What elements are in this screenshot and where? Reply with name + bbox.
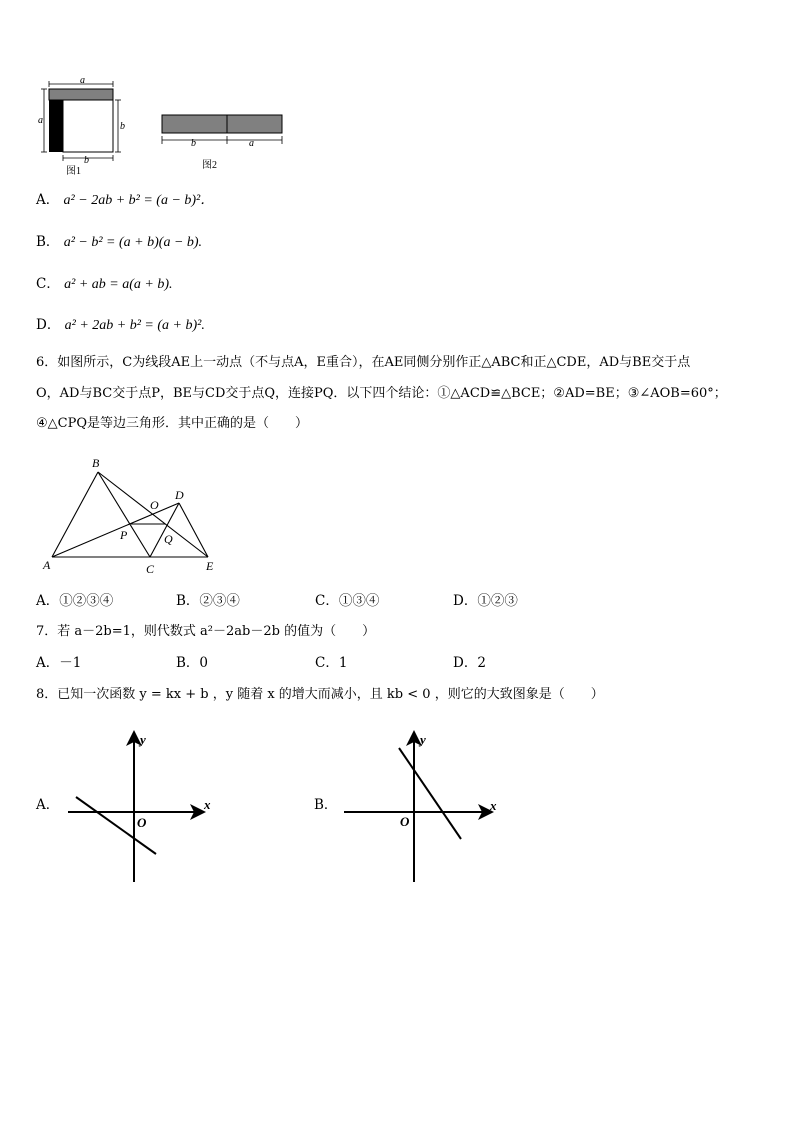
option-letter: C． [36, 276, 60, 292]
q6-option-c[interactable] [315, 591, 379, 611]
q5-option-c[interactable] [36, 274, 173, 295]
option-letter: A． [36, 593, 60, 609]
figure-2-label-a: a [249, 138, 254, 149]
option-letter: D． [36, 317, 61, 333]
figure-1-bottom-label: b [84, 155, 89, 166]
option-letter: B． [176, 593, 200, 609]
q5-option-b[interactable] [36, 232, 202, 253]
point-a-label: A [43, 558, 51, 572]
segment-de [179, 503, 208, 557]
figure-1-left-label: a [38, 115, 43, 126]
option-text: 2 [477, 655, 486, 671]
q6-option-d[interactable] [453, 591, 518, 611]
q7-option-c[interactable] [315, 653, 347, 673]
option-letter: B． [36, 234, 60, 250]
x-axis-label: x [204, 797, 211, 812]
option-text: ①②③④ [59, 593, 114, 609]
q7-option-d[interactable] [453, 653, 486, 673]
point-q-label: Q [164, 532, 173, 546]
x-axis-label: x [490, 798, 497, 813]
figure-2-caption: 图2 [202, 160, 217, 171]
q6-stem-line-1: 6．如图所示，C为线段AE上一动点（不与点A，E重合），在AE同侧分别作正△ABC和正△CDE，AD与BE交于点 [36, 355, 691, 370]
figure-1-square [63, 100, 113, 152]
option-expression: a² + ab = a(a + b). [64, 277, 173, 292]
point-d-label: D [175, 488, 184, 502]
segment-ad [52, 503, 179, 557]
option-letter: D． [453, 593, 478, 609]
option-letter: C． [315, 593, 339, 609]
option-text: 1 [338, 655, 348, 671]
segment-be [98, 472, 208, 557]
q8-stem: 8．已知一次函数 y = kx + b ，y 随着 x 的增大而减小，且 kb < 0 ，则它的大致图象是（ ） [36, 687, 604, 702]
point-p-label: P [120, 528, 128, 542]
figure-1-gray-band [49, 89, 113, 100]
option-expression: a² + 2ab + b² = (a + b)². [64, 318, 205, 333]
y-axis-label: y [420, 732, 426, 747]
q7-option-b[interactable] [176, 653, 208, 673]
origin-label: O [137, 815, 147, 830]
point-c-label: C [146, 562, 155, 576]
point-o-label: O [150, 498, 159, 512]
figure-1-top-label: a [80, 76, 85, 86]
q7-option-a[interactable] [36, 653, 81, 673]
q6-option-b[interactable] [176, 591, 240, 611]
point-e-label: E [206, 559, 214, 573]
option-letter: A． [36, 192, 60, 208]
option-text: ②③④ [199, 593, 240, 609]
option-text: 0 [199, 655, 209, 671]
y-axis-label: y [140, 732, 146, 747]
figure-2-bar-b [162, 115, 227, 133]
q6-stem-line-3: ④△CPQ是等边三角形．其中正确的是（ ） [36, 416, 309, 431]
option-expression: a² − b² = (a + b)(a − b). [63, 235, 203, 250]
q5-option-a[interactable] [36, 190, 214, 211]
segment-ab [52, 472, 98, 557]
option-text: ①③④ [338, 593, 380, 609]
option-expression: a² − 2ab + b² = (a − b)²． [63, 193, 215, 208]
q7-stem: 7．若 a－2b=1，则代数式 a²－2ab－2b 的值为（ ） [36, 624, 376, 639]
figure-1-right-label: b [120, 121, 125, 132]
figure-1-caption: 图1 [66, 166, 81, 177]
option-letter: B． [176, 655, 200, 671]
origin-label: O [400, 814, 410, 829]
option-text: ①②③ [477, 593, 518, 609]
figure-2-label-b: b [191, 138, 196, 149]
q6-option-a[interactable] [36, 591, 113, 611]
q6-stem-line-2: O，AD与BC交于点P，BE与CD交于点Q，连接PQ．以下四个结论：①△ACD≌△BCE；②AD=BE；③∠AOB=60°； [36, 386, 727, 401]
q8-option-a-letter[interactable]: A． [36, 797, 60, 813]
q8-graph-a[interactable] [62, 728, 222, 886]
option-letter: A． [36, 655, 60, 671]
option-letter: D． [453, 655, 478, 671]
figure-2-bar-a [227, 115, 282, 133]
q5-option-d[interactable] [36, 315, 205, 336]
figure-1 [34, 76, 134, 181]
option-letter: C． [315, 655, 339, 671]
figure-2 [156, 108, 288, 174]
option-text: －1 [59, 655, 82, 671]
figure-1-black-strip [49, 100, 63, 152]
point-b-label: B [92, 456, 100, 470]
q8-option-b-letter[interactable]: B． [314, 797, 338, 813]
segment-bc [98, 472, 150, 557]
q6-triangle-figure [38, 452, 228, 577]
q8-graph-b[interactable] [340, 728, 510, 886]
